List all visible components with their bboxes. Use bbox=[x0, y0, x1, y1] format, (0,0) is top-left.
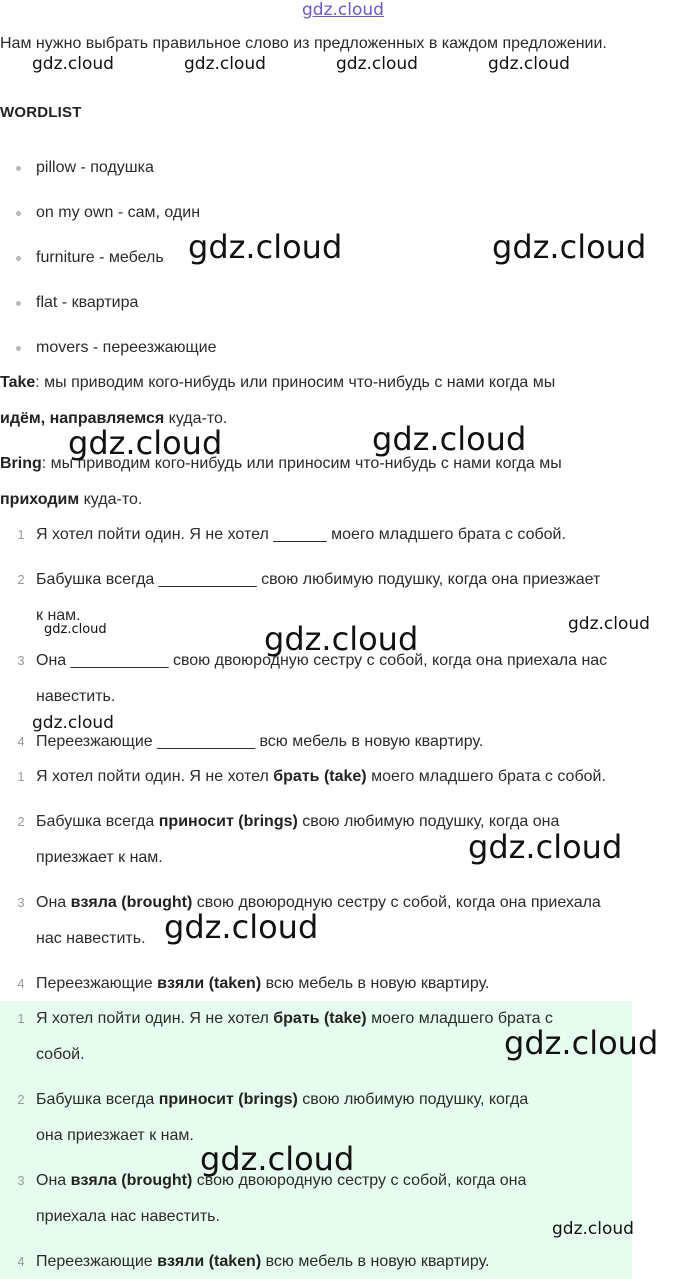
list-item: on my own - сам, один bbox=[36, 204, 201, 221]
item-number: 4 bbox=[17, 976, 25, 991]
watermark: gdz.cloud bbox=[568, 614, 650, 634]
answer-line: Бабушка всегда приносит (brings) свою любимую подушку, когда она bbox=[36, 813, 560, 830]
watermark: gdz.cloud bbox=[32, 54, 114, 74]
bring-definition: Bring: мы приводим кого-нибудь или приносим что-нибудь с нами когда мы bbox=[0, 455, 562, 472]
take-term: Take bbox=[0, 374, 36, 391]
watermark: gdz.cloud bbox=[468, 828, 623, 866]
watermark: gdz.cloud bbox=[200, 1140, 355, 1178]
answer-line: приехала нас навестить. bbox=[36, 1208, 220, 1225]
item-number: 4 bbox=[17, 1254, 25, 1269]
watermark: gdz.cloud bbox=[44, 622, 107, 637]
item-number: 3 bbox=[17, 1173, 25, 1188]
bullet-icon bbox=[16, 211, 21, 216]
exercise-line: Бабушка всегда ___________ свою любимую подушку, когда она приезжает bbox=[36, 571, 601, 588]
item-number: 3 bbox=[17, 653, 25, 668]
watermark: gdz.cloud bbox=[504, 1024, 659, 1062]
answer-line: Она взяла (brought) свою двоюродную сестру с собой, когда она приехала bbox=[36, 894, 601, 911]
item-number: 3 bbox=[17, 895, 25, 910]
item-number: 1 bbox=[17, 769, 25, 784]
watermark: gdz.cloud bbox=[492, 228, 647, 266]
answer-line: собой. bbox=[36, 1046, 85, 1063]
watermark: gdz.cloud bbox=[164, 908, 319, 946]
watermark: gdz.cloud bbox=[68, 424, 223, 462]
answer-line: нас навестить. bbox=[36, 930, 146, 947]
answer-line: Я хотел пойти один. Я не хотел брать (take) моего младшего брата с собой. bbox=[36, 768, 606, 785]
item-number: 1 bbox=[17, 1011, 25, 1026]
bring-term: Bring bbox=[0, 455, 42, 472]
bullet-icon bbox=[16, 346, 21, 351]
item-number: 1 bbox=[17, 527, 25, 542]
intro-text: Нам нужно выбрать правильное слово из предложенных в каждом предложении. bbox=[0, 35, 607, 52]
answer-line: Бабушка всегда приносит (brings) свою любимую подушку, когда bbox=[36, 1091, 529, 1108]
bullet-icon bbox=[16, 256, 21, 261]
wordlist-heading: WORDLIST bbox=[0, 104, 82, 121]
answer-line: приезжает к нам. bbox=[36, 849, 163, 866]
answer-line: Переезжающие взяли (taken) всю мебель в новую квартиру. bbox=[36, 975, 490, 992]
answer-line: она приезжает к нам. bbox=[36, 1127, 194, 1144]
answer-line: Я хотел пойти один. Я не хотел брать (take) моего младшего брата с bbox=[36, 1010, 553, 1027]
exercise-line: к нам. bbox=[36, 607, 81, 624]
item-number: 2 bbox=[17, 1092, 25, 1107]
watermark: gdz.cloud bbox=[552, 1219, 634, 1239]
exercise-line: Переезжающие ___________ всю мебель в новую квартиру. bbox=[36, 733, 484, 750]
bullet-icon bbox=[16, 301, 21, 306]
watermark: gdz.cloud bbox=[32, 713, 114, 733]
watermark: gdz.cloud bbox=[336, 54, 418, 74]
watermark-link[interactable]: gdz.cloud bbox=[302, 0, 384, 20]
answer-line: Переезжающие взяли (taken) всю мебель в новую квартиру. bbox=[36, 1253, 490, 1270]
watermark: gdz.cloud bbox=[188, 228, 343, 266]
list-item: furniture - мебель bbox=[36, 249, 164, 266]
take-definition: Take: мы приводим кого-нибудь или приносим что-нибудь с нами когда мы bbox=[0, 374, 556, 391]
exercise-line: Я хотел пойти один. Я не хотел ______ моего младшего брата с собой. bbox=[36, 526, 566, 543]
item-number: 4 bbox=[17, 734, 25, 749]
list-item: movers - переезжающие bbox=[36, 339, 217, 356]
exercise-line: Она ___________ свою двоюродную сестру с собой, когда она приехала нас bbox=[36, 652, 608, 669]
take-definition-cont: идём, направляемся куда-то. bbox=[0, 410, 228, 427]
watermark: gdz.cloud bbox=[184, 54, 266, 74]
answer-line: Она взяла (brought) свою двоюродную сестру с собой, когда она bbox=[36, 1172, 527, 1189]
watermark: gdz.cloud bbox=[264, 620, 419, 658]
exercise-line: навестить. bbox=[36, 688, 116, 705]
bring-definition-cont: приходим куда-то. bbox=[0, 491, 143, 508]
list-item: flat - квартира bbox=[36, 294, 139, 311]
list-item: pillow - подушка bbox=[36, 159, 154, 176]
bullet-icon bbox=[16, 166, 21, 171]
item-number: 2 bbox=[17, 814, 25, 829]
watermark: gdz.cloud bbox=[488, 54, 570, 74]
watermark: gdz.cloud bbox=[372, 420, 527, 458]
item-number: 2 bbox=[17, 572, 25, 587]
